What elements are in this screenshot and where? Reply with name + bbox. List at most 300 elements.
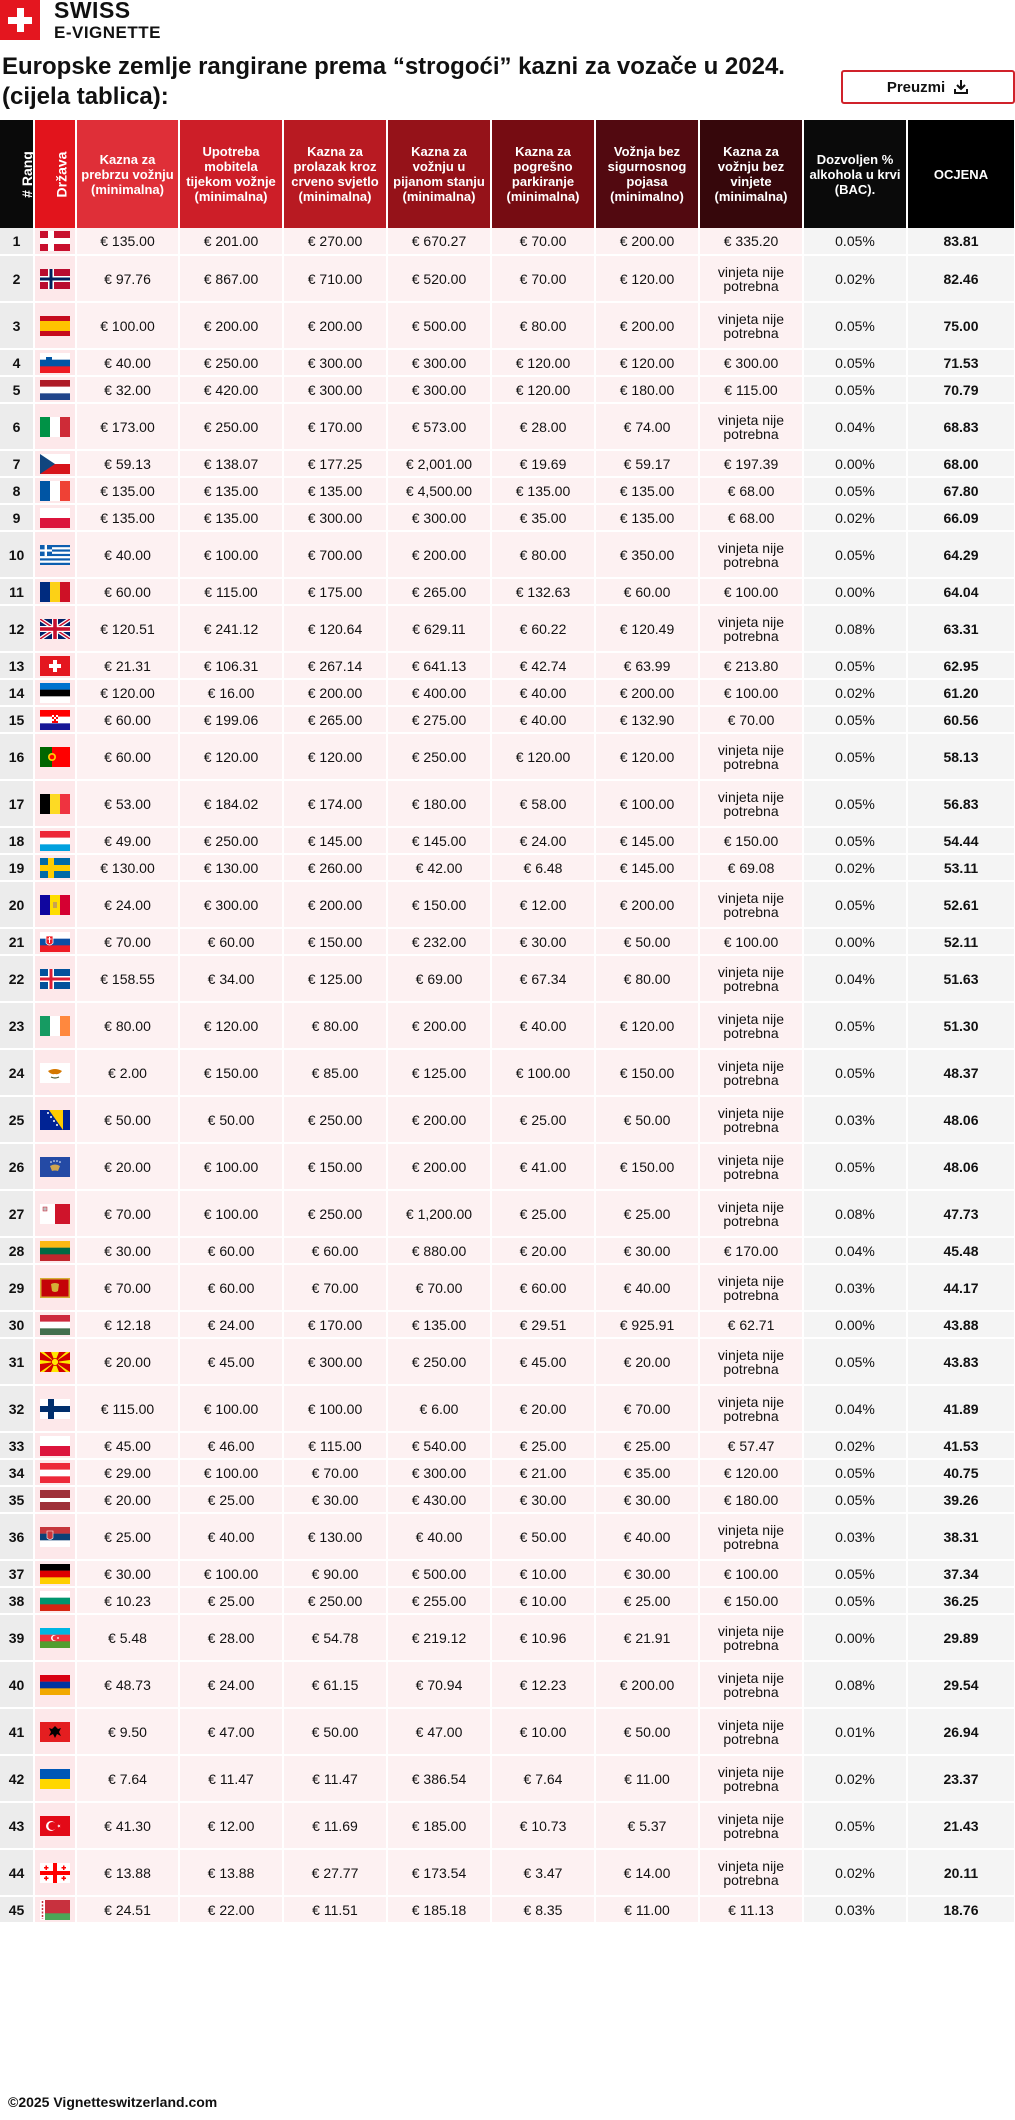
- vignette-fine-cell: vinjeta nije potrebna: [699, 1338, 803, 1385]
- parking-fine-cell: € 120.00: [491, 376, 595, 403]
- country-cell: [34, 827, 76, 854]
- red-light-fine-cell: € 174.00: [283, 780, 387, 827]
- vignette-fine-cell: vinjeta nije potrebna: [699, 780, 803, 827]
- vignette-fine-cell: vinjeta nije potrebna: [699, 1190, 803, 1237]
- drunk-driving-fine-cell: € 400.00: [387, 679, 491, 706]
- page-title: Europske zemlje rangirane prema “strogoći” kazni za vozače u 2024. (cijela tablica):: [2, 53, 785, 110]
- mobile-fine-cell: € 199.06: [179, 706, 283, 733]
- table-row: [0, 1385, 1015, 1432]
- seatbelt-fine-cell: € 60.00: [595, 578, 699, 605]
- bac-limit-cell: 0.05%: [803, 652, 907, 679]
- red-light-fine-cell: € 30.00: [283, 1486, 387, 1513]
- red-light-fine-cell: € 170.00: [283, 403, 387, 450]
- rank-cell: 33: [0, 1432, 34, 1459]
- parking-fine-cell: € 80.00: [491, 302, 595, 349]
- rank-cell: 11: [0, 578, 34, 605]
- bac-limit-cell: 0.05%: [803, 1002, 907, 1049]
- sweden-flag: [40, 858, 70, 878]
- score-cell: 54.44: [907, 827, 1015, 854]
- seatbelt-fine-cell: € 180.00: [595, 376, 699, 403]
- mobile-fine-cell: € 135.00: [179, 477, 283, 504]
- vignette-fine-cell: € 120.00: [699, 1459, 803, 1486]
- mobile-fine-cell: € 250.00: [179, 403, 283, 450]
- table-row: [0, 1661, 1015, 1708]
- score-cell: 82.46: [907, 255, 1015, 302]
- country-cell: [34, 679, 76, 706]
- col-header-mobile: Upotreba mobitela tijekom vožnje (minimalna): [179, 120, 283, 228]
- rank-cell: 1: [0, 228, 34, 255]
- drunk-driving-fine-cell: € 1,200.00: [387, 1190, 491, 1237]
- brand-name-line2: E-VIGNETTE: [54, 23, 162, 42]
- red-light-fine-cell: € 50.00: [283, 1708, 387, 1755]
- poland-flag: [40, 1436, 70, 1456]
- bac-limit-cell: 0.02%: [803, 1755, 907, 1802]
- red-light-fine-cell: € 265.00: [283, 706, 387, 733]
- estonia-flag: [40, 683, 70, 703]
- rank-cell: 45: [0, 1896, 34, 1923]
- bac-limit-cell: 0.03%: [803, 1264, 907, 1311]
- bac-limit-cell: 0.02%: [803, 679, 907, 706]
- red-light-fine-cell: € 70.00: [283, 1264, 387, 1311]
- cyprus-flag: [40, 1063, 70, 1083]
- mobile-fine-cell: € 40.00: [179, 1513, 283, 1560]
- bac-limit-cell: 0.05%: [803, 376, 907, 403]
- speeding-fine-cell: € 135.00: [76, 504, 179, 531]
- score-cell: 63.31: [907, 605, 1015, 652]
- country-cell: [34, 1896, 76, 1923]
- red-light-fine-cell: € 115.00: [283, 1432, 387, 1459]
- country-cell: [34, 1432, 76, 1459]
- score-cell: 29.54: [907, 1661, 1015, 1708]
- vignette-fine-cell: € 150.00: [699, 827, 803, 854]
- mobile-fine-cell: € 22.00: [179, 1896, 283, 1923]
- seatbelt-fine-cell: € 25.00: [595, 1432, 699, 1459]
- finland-flag: [40, 1399, 70, 1419]
- drunk-driving-fine-cell: € 2,001.00: [387, 450, 491, 477]
- parking-fine-cell: € 67.34: [491, 955, 595, 1002]
- rank-cell: 2: [0, 255, 34, 302]
- score-cell: 52.61: [907, 881, 1015, 928]
- rank-cell: 15: [0, 706, 34, 733]
- col-header-red-light: Kazna za prolazak kroz crveno svjetlo (minimalna): [283, 120, 387, 228]
- country-cell: [34, 302, 76, 349]
- mobile-fine-cell: € 135.00: [179, 504, 283, 531]
- rank-cell: 42: [0, 1755, 34, 1802]
- rank-cell: 37: [0, 1560, 34, 1587]
- parking-fine-cell: € 30.00: [491, 928, 595, 955]
- seatbelt-fine-cell: € 5.37: [595, 1802, 699, 1849]
- red-light-fine-cell: € 120.64: [283, 605, 387, 652]
- belarus-flag: [40, 1900, 70, 1920]
- parking-fine-cell: € 10.00: [491, 1560, 595, 1587]
- drunk-driving-fine-cell: € 200.00: [387, 1096, 491, 1143]
- vignette-fine-cell: € 70.00: [699, 706, 803, 733]
- spain-flag: [40, 316, 70, 336]
- drunk-driving-fine-cell: € 300.00: [387, 504, 491, 531]
- speeding-fine-cell: € 130.00: [76, 854, 179, 881]
- rank-cell: 36: [0, 1513, 34, 1560]
- seatbelt-fine-cell: € 40.00: [595, 1513, 699, 1560]
- vignette-fine-cell: € 170.00: [699, 1237, 803, 1264]
- speeding-fine-cell: € 50.00: [76, 1096, 179, 1143]
- vignette-fine-cell: vinjeta nije potrebna: [699, 1049, 803, 1096]
- luxembourg-flag: [40, 831, 70, 851]
- italy-flag: [40, 417, 70, 437]
- speeding-fine-cell: € 70.00: [76, 1264, 179, 1311]
- bac-limit-cell: 0.00%: [803, 1614, 907, 1661]
- parking-fine-cell: € 21.00: [491, 1459, 595, 1486]
- drunk-driving-fine-cell: € 200.00: [387, 1002, 491, 1049]
- country-cell: [34, 578, 76, 605]
- country-cell: [34, 955, 76, 1002]
- vignette-fine-cell: vinjeta nije potrebna: [699, 255, 803, 302]
- mobile-fine-cell: € 115.00: [179, 578, 283, 605]
- bac-limit-cell: 0.00%: [803, 450, 907, 477]
- drunk-driving-fine-cell: € 40.00: [387, 1513, 491, 1560]
- red-light-fine-cell: € 300.00: [283, 349, 387, 376]
- greece-flag: [40, 545, 70, 565]
- parking-fine-cell: € 132.63: [491, 578, 595, 605]
- serbia-flag: [40, 1527, 70, 1547]
- rank-cell: 3: [0, 302, 34, 349]
- bac-limit-cell: 0.05%: [803, 302, 907, 349]
- parking-fine-cell: € 3.47: [491, 1849, 595, 1896]
- rank-cell: 22: [0, 955, 34, 1002]
- vignette-fine-cell: € 62.71: [699, 1311, 803, 1338]
- table-row: [0, 1049, 1015, 1096]
- score-cell: 23.37: [907, 1755, 1015, 1802]
- country-cell: [34, 1143, 76, 1190]
- seatbelt-fine-cell: € 50.00: [595, 928, 699, 955]
- parking-fine-cell: € 70.00: [491, 228, 595, 255]
- table-row: [0, 1486, 1015, 1513]
- vignette-fine-cell: € 68.00: [699, 477, 803, 504]
- country-cell: [34, 706, 76, 733]
- seatbelt-fine-cell: € 135.00: [595, 504, 699, 531]
- red-light-fine-cell: € 170.00: [283, 1311, 387, 1338]
- score-cell: 26.94: [907, 1708, 1015, 1755]
- parking-fine-cell: € 30.00: [491, 1486, 595, 1513]
- country-cell: [34, 450, 76, 477]
- andorra-flag: [40, 895, 70, 915]
- rank-cell: 10: [0, 531, 34, 578]
- rank-cell: 18: [0, 827, 34, 854]
- mobile-fine-cell: € 11.47: [179, 1755, 283, 1802]
- red-light-fine-cell: € 270.00: [283, 228, 387, 255]
- rank-cell: 40: [0, 1661, 34, 1708]
- parking-fine-cell: € 10.73: [491, 1802, 595, 1849]
- vignette-fine-cell: € 68.00: [699, 504, 803, 531]
- drunk-driving-fine-cell: € 430.00: [387, 1486, 491, 1513]
- lithuania-flag: [40, 1241, 70, 1261]
- speeding-fine-cell: € 158.55: [76, 955, 179, 1002]
- country-cell: [34, 1755, 76, 1802]
- rank-cell: 23: [0, 1002, 34, 1049]
- parking-fine-cell: € 35.00: [491, 504, 595, 531]
- seatbelt-fine-cell: € 350.00: [595, 531, 699, 578]
- parking-fine-cell: € 19.69: [491, 450, 595, 477]
- rank-cell: 16: [0, 733, 34, 780]
- mobile-fine-cell: € 867.00: [179, 255, 283, 302]
- speeding-fine-cell: € 24.51: [76, 1896, 179, 1923]
- table-row: [0, 652, 1015, 679]
- rank-cell: 17: [0, 780, 34, 827]
- seatbelt-fine-cell: € 40.00: [595, 1264, 699, 1311]
- rank-cell: 35: [0, 1486, 34, 1513]
- drunk-driving-fine-cell: € 232.00: [387, 928, 491, 955]
- seatbelt-fine-cell: € 132.90: [595, 706, 699, 733]
- mobile-fine-cell: € 47.00: [179, 1708, 283, 1755]
- rank-cell: 31: [0, 1338, 34, 1385]
- drunk-driving-fine-cell: € 540.00: [387, 1432, 491, 1459]
- seatbelt-fine-cell: € 30.00: [595, 1237, 699, 1264]
- mobile-fine-cell: € 60.00: [179, 1264, 283, 1311]
- table-row: [0, 376, 1015, 403]
- red-light-fine-cell: € 267.14: [283, 652, 387, 679]
- vignette-fine-cell: € 11.13: [699, 1896, 803, 1923]
- speeding-fine-cell: € 10.23: [76, 1587, 179, 1614]
- country-cell: [34, 605, 76, 652]
- rank-cell: 43: [0, 1802, 34, 1849]
- armenia-flag: [40, 1675, 70, 1695]
- mobile-fine-cell: € 300.00: [179, 881, 283, 928]
- red-light-fine-cell: € 710.00: [283, 255, 387, 302]
- score-cell: 45.48: [907, 1237, 1015, 1264]
- drunk-driving-fine-cell: € 200.00: [387, 531, 491, 578]
- speeding-fine-cell: € 120.00: [76, 679, 179, 706]
- turkey-flag: [40, 1816, 70, 1836]
- seatbelt-fine-cell: € 70.00: [595, 1385, 699, 1432]
- score-cell: 75.00: [907, 302, 1015, 349]
- country-cell: [34, 1190, 76, 1237]
- speeding-fine-cell: € 70.00: [76, 928, 179, 955]
- download-button-label: Preuzmi: [886, 78, 946, 96]
- country-cell: [34, 1002, 76, 1049]
- rank-cell: 28: [0, 1237, 34, 1264]
- bac-limit-cell: 0.03%: [803, 1896, 907, 1923]
- table-row: [0, 1755, 1015, 1802]
- parking-fine-cell: € 120.00: [491, 733, 595, 780]
- vignette-fine-cell: € 197.39: [699, 450, 803, 477]
- parking-fine-cell: € 10.00: [491, 1708, 595, 1755]
- table-row: [0, 1896, 1015, 1923]
- rank-cell: 12: [0, 605, 34, 652]
- seatbelt-fine-cell: € 20.00: [595, 1338, 699, 1385]
- drunk-driving-fine-cell: € 670.27: [387, 228, 491, 255]
- rank-cell: 9: [0, 504, 34, 531]
- rank-cell: 4: [0, 349, 34, 376]
- red-light-fine-cell: € 54.78: [283, 1614, 387, 1661]
- mobile-fine-cell: € 100.00: [179, 1143, 283, 1190]
- drunk-driving-fine-cell: € 250.00: [387, 1338, 491, 1385]
- bac-limit-cell: 0.05%: [803, 706, 907, 733]
- seatbelt-fine-cell: € 150.00: [595, 1049, 699, 1096]
- vignette-fine-cell: € 335.20: [699, 228, 803, 255]
- mobile-fine-cell: € 420.00: [179, 376, 283, 403]
- speeding-fine-cell: € 25.00: [76, 1513, 179, 1560]
- seatbelt-fine-cell: € 50.00: [595, 1096, 699, 1143]
- score-cell: 64.29: [907, 531, 1015, 578]
- speeding-fine-cell: € 70.00: [76, 1190, 179, 1237]
- bac-limit-cell: 0.04%: [803, 403, 907, 450]
- bac-limit-cell: 0.02%: [803, 1432, 907, 1459]
- bosnia-flag: [40, 1110, 70, 1130]
- fines-table: [0, 120, 1015, 1924]
- drunk-driving-fine-cell: € 6.00: [387, 1385, 491, 1432]
- score-cell: 48.37: [907, 1049, 1015, 1096]
- table-row: [0, 228, 1015, 255]
- red-light-fine-cell: € 200.00: [283, 302, 387, 349]
- denmark-flag: [40, 231, 70, 251]
- country-cell: [34, 1096, 76, 1143]
- drunk-driving-fine-cell: € 386.54: [387, 1755, 491, 1802]
- country-cell: [34, 228, 76, 255]
- parking-fine-cell: € 135.00: [491, 477, 595, 504]
- bac-limit-cell: 0.05%: [803, 1143, 907, 1190]
- speeding-fine-cell: € 32.00: [76, 376, 179, 403]
- mobile-fine-cell: € 34.00: [179, 955, 283, 1002]
- parking-fine-cell: € 50.00: [491, 1513, 595, 1560]
- drunk-driving-fine-cell: € 125.00: [387, 1049, 491, 1096]
- download-button[interactable]: [841, 70, 1015, 104]
- seatbelt-fine-cell: € 145.00: [595, 854, 699, 881]
- red-light-fine-cell: € 135.00: [283, 477, 387, 504]
- col-header-speeding: Kazna za prebrzu vožnju (minimalna): [76, 120, 179, 228]
- bac-limit-cell: 0.01%: [803, 1708, 907, 1755]
- drunk-driving-fine-cell: € 629.11: [387, 605, 491, 652]
- table-row: [0, 928, 1015, 955]
- bac-limit-cell: 0.02%: [803, 854, 907, 881]
- table-row: [0, 706, 1015, 733]
- rank-cell: 26: [0, 1143, 34, 1190]
- mobile-fine-cell: € 25.00: [179, 1486, 283, 1513]
- swiss-cross-icon: [0, 0, 40, 40]
- vignette-fine-cell: vinjeta nije potrebna: [699, 605, 803, 652]
- parking-fine-cell: € 7.64: [491, 1755, 595, 1802]
- ireland-flag: [40, 1016, 70, 1036]
- table-row: [0, 349, 1015, 376]
- drunk-driving-fine-cell: € 250.00: [387, 733, 491, 780]
- red-light-fine-cell: € 250.00: [283, 1190, 387, 1237]
- seatbelt-fine-cell: € 14.00: [595, 1849, 699, 1896]
- drunk-driving-fine-cell: € 880.00: [387, 1237, 491, 1264]
- country-cell: [34, 477, 76, 504]
- drunk-driving-fine-cell: € 300.00: [387, 349, 491, 376]
- rank-cell: 34: [0, 1459, 34, 1486]
- bac-limit-cell: 0.05%: [803, 881, 907, 928]
- score-cell: 37.34: [907, 1560, 1015, 1587]
- score-cell: 43.83: [907, 1338, 1015, 1385]
- georgia-flag: [40, 1863, 70, 1883]
- parking-fine-cell: € 24.00: [491, 827, 595, 854]
- mobile-fine-cell: € 184.02: [179, 780, 283, 827]
- rank-cell: 25: [0, 1096, 34, 1143]
- table-row: [0, 1311, 1015, 1338]
- vignette-fine-cell: vinjeta nije potrebna: [699, 1264, 803, 1311]
- bac-limit-cell: 0.05%: [803, 733, 907, 780]
- mobile-fine-cell: € 13.88: [179, 1849, 283, 1896]
- score-cell: 62.95: [907, 652, 1015, 679]
- table-row: [0, 1096, 1015, 1143]
- bac-limit-cell: 0.03%: [803, 1513, 907, 1560]
- seatbelt-fine-cell: € 25.00: [595, 1587, 699, 1614]
- seatbelt-fine-cell: € 50.00: [595, 1708, 699, 1755]
- seatbelt-fine-cell: € 135.00: [595, 477, 699, 504]
- drunk-driving-fine-cell: € 573.00: [387, 403, 491, 450]
- parking-fine-cell: € 8.35: [491, 1896, 595, 1923]
- country-cell: [34, 652, 76, 679]
- parking-fine-cell: € 60.22: [491, 605, 595, 652]
- score-cell: 68.83: [907, 403, 1015, 450]
- mobile-fine-cell: € 24.00: [179, 1661, 283, 1708]
- drunk-driving-fine-cell: € 300.00: [387, 1459, 491, 1486]
- score-cell: 71.53: [907, 349, 1015, 376]
- country-cell: [34, 1237, 76, 1264]
- parking-fine-cell: € 25.00: [491, 1190, 595, 1237]
- country-cell: [34, 1802, 76, 1849]
- kosovo-flag: [40, 1157, 70, 1177]
- country-cell: [34, 1708, 76, 1755]
- seatbelt-fine-cell: € 200.00: [595, 881, 699, 928]
- mobile-fine-cell: € 100.00: [179, 1190, 283, 1237]
- vignette-fine-cell: vinjeta nije potrebna: [699, 1802, 803, 1849]
- rank-cell: 24: [0, 1049, 34, 1096]
- seatbelt-fine-cell: € 145.00: [595, 827, 699, 854]
- mobile-fine-cell: € 200.00: [179, 302, 283, 349]
- speeding-fine-cell: € 29.00: [76, 1459, 179, 1486]
- rank-cell: 32: [0, 1385, 34, 1432]
- country-cell: [34, 1486, 76, 1513]
- speeding-fine-cell: € 12.18: [76, 1311, 179, 1338]
- mobile-fine-cell: € 50.00: [179, 1096, 283, 1143]
- mobile-fine-cell: € 24.00: [179, 1311, 283, 1338]
- score-cell: 61.20: [907, 679, 1015, 706]
- mobile-fine-cell: € 60.00: [179, 928, 283, 955]
- drunk-driving-fine-cell: € 70.00: [387, 1264, 491, 1311]
- bac-limit-cell: 0.02%: [803, 504, 907, 531]
- drunk-driving-fine-cell: € 145.00: [387, 827, 491, 854]
- speeding-fine-cell: € 60.00: [76, 733, 179, 780]
- parking-fine-cell: € 29.51: [491, 1311, 595, 1338]
- table-row: [0, 1338, 1015, 1385]
- red-light-fine-cell: € 150.00: [283, 928, 387, 955]
- country-cell: [34, 1560, 76, 1587]
- parking-fine-cell: € 12.23: [491, 1661, 595, 1708]
- bac-limit-cell: 0.05%: [803, 1049, 907, 1096]
- seatbelt-fine-cell: € 200.00: [595, 228, 699, 255]
- netherlands-flag: [40, 380, 70, 400]
- table-header-row: [0, 120, 1015, 228]
- speeding-fine-cell: € 40.00: [76, 349, 179, 376]
- score-cell: 51.63: [907, 955, 1015, 1002]
- austria-flag: [40, 1463, 70, 1483]
- vignette-fine-cell: € 100.00: [699, 679, 803, 706]
- table-row: [0, 477, 1015, 504]
- red-light-fine-cell: € 70.00: [283, 1459, 387, 1486]
- drunk-driving-fine-cell: € 500.00: [387, 1560, 491, 1587]
- rank-cell: 8: [0, 477, 34, 504]
- parking-fine-cell: € 42.74: [491, 652, 595, 679]
- bac-limit-cell: 0.03%: [803, 1096, 907, 1143]
- rank-cell: 21: [0, 928, 34, 955]
- score-cell: 47.73: [907, 1190, 1015, 1237]
- vignette-fine-cell: € 180.00: [699, 1486, 803, 1513]
- drunk-driving-fine-cell: € 265.00: [387, 578, 491, 605]
- mobile-fine-cell: € 45.00: [179, 1338, 283, 1385]
- country-cell: [34, 881, 76, 928]
- rank-cell: 13: [0, 652, 34, 679]
- table-row: [0, 1459, 1015, 1486]
